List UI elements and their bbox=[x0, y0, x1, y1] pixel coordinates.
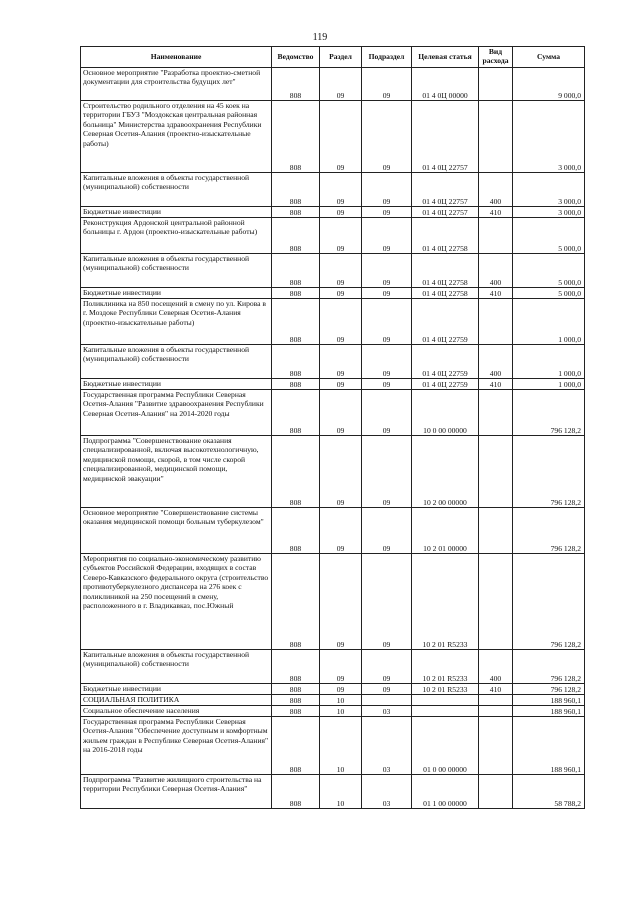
table-row bbox=[81, 288, 585, 299]
row-department: 808 bbox=[272, 554, 320, 650]
header-expense-type: Вид расхода bbox=[479, 47, 513, 68]
row-department: 808 bbox=[272, 218, 320, 254]
row-name: Бюджетные инвестиции bbox=[81, 207, 272, 218]
table-row bbox=[81, 345, 585, 379]
row-expense-type: 410 bbox=[479, 684, 513, 695]
row-subsection: 09 bbox=[362, 684, 412, 695]
row-target-article: 01 4 0Ц 00000 bbox=[412, 68, 479, 101]
row-section: 10 bbox=[320, 717, 362, 775]
table-row bbox=[81, 706, 585, 717]
row-expense-type bbox=[479, 436, 513, 508]
row-target-article: 01 1 00 00000 bbox=[412, 775, 479, 809]
row-subsection: 09 bbox=[362, 207, 412, 218]
row-expense-type bbox=[479, 68, 513, 101]
row-subsection: 03 bbox=[362, 706, 412, 717]
row-amount: 58 788,2 bbox=[513, 775, 585, 809]
row-target-article: 01 4 0Ц 22758 bbox=[412, 218, 479, 254]
row-name: Капитальные вложения в объекты государственной (муниципальной) собственности bbox=[81, 173, 272, 207]
row-subsection: 09 bbox=[362, 379, 412, 390]
row-section: 09 bbox=[320, 390, 362, 436]
row-expense-type: 400 bbox=[479, 254, 513, 288]
row-section: 09 bbox=[320, 101, 362, 173]
table-row bbox=[81, 379, 585, 390]
row-expense-type: 400 bbox=[479, 650, 513, 684]
row-amount: 5 000,0 bbox=[513, 288, 585, 299]
row-target-article: 01 4 0Ц 22759 bbox=[412, 379, 479, 390]
row-subsection: 09 bbox=[362, 554, 412, 650]
row-amount: 1 000,0 bbox=[513, 379, 585, 390]
row-amount: 796 128,2 bbox=[513, 554, 585, 650]
row-section: 09 bbox=[320, 436, 362, 508]
page-number: 119 bbox=[312, 32, 328, 43]
row-department: 808 bbox=[272, 173, 320, 207]
row-section: 10 bbox=[320, 706, 362, 717]
row-department: 808 bbox=[272, 650, 320, 684]
row-name: Подпрограмма "Совершенствование оказания специализированной, включая высокотехнологичную, медицинской помощи, скорой, в том числе скорой специализированной, медицинской помощи, медицинской эвакуации" bbox=[81, 436, 272, 508]
table-row bbox=[81, 695, 585, 706]
row-department: 808 bbox=[272, 101, 320, 173]
row-expense-type bbox=[479, 299, 513, 345]
row-subsection bbox=[362, 695, 412, 706]
row-expense-type bbox=[479, 717, 513, 775]
row-target-article: 01 4 0Ц 22759 bbox=[412, 345, 479, 379]
header-name: Наименование bbox=[81, 47, 272, 68]
row-subsection: 09 bbox=[362, 390, 412, 436]
row-section: 09 bbox=[320, 68, 362, 101]
row-subsection: 09 bbox=[362, 436, 412, 508]
row-subsection: 09 bbox=[362, 288, 412, 299]
row-target-article: 01 4 0Ц 22759 bbox=[412, 299, 479, 345]
row-name: Строительство родильного отделения на 45 коек на территории ГБУЗ "Моздокская центральная районная больница" Министерства здравоохранения Республики Северная Осетия-Алания (проектно-изыскательные работы) bbox=[81, 101, 272, 173]
row-subsection: 09 bbox=[362, 508, 412, 554]
header-subsection: Подраздел bbox=[362, 47, 412, 68]
row-department: 808 bbox=[272, 508, 320, 554]
row-target-article: 01 4 0Ц 22757 bbox=[412, 207, 479, 218]
row-section: 09 bbox=[320, 299, 362, 345]
row-name: Капитальные вложения в объекты государственной (муниципальной) собственности bbox=[81, 650, 272, 684]
row-subsection: 03 bbox=[362, 775, 412, 809]
row-subsection: 09 bbox=[362, 345, 412, 379]
table-row bbox=[81, 436, 585, 508]
table-row bbox=[81, 554, 585, 650]
row-section: 09 bbox=[320, 508, 362, 554]
row-subsection: 09 bbox=[362, 650, 412, 684]
row-amount: 188 960,1 bbox=[513, 706, 585, 717]
row-target-article: 10 2 01 00000 bbox=[412, 508, 479, 554]
row-expense-type bbox=[479, 775, 513, 809]
row-target-article bbox=[412, 706, 479, 717]
row-department: 808 bbox=[272, 436, 320, 508]
table-row bbox=[81, 508, 585, 554]
row-name: СОЦИАЛЬНАЯ ПОЛИТИКА bbox=[81, 695, 272, 706]
row-department: 808 bbox=[272, 254, 320, 288]
row-amount: 796 128,2 bbox=[513, 684, 585, 695]
row-expense-type bbox=[479, 554, 513, 650]
row-section: 09 bbox=[320, 254, 362, 288]
row-section: 09 bbox=[320, 288, 362, 299]
row-name: Государственная программа Республики Северная Осетия-Алания "Развитие здравоохранения Республики Северная Осетия-Алания" на 2014-2020 годы bbox=[81, 390, 272, 436]
row-department: 808 bbox=[272, 706, 320, 717]
row-amount: 796 128,2 bbox=[513, 508, 585, 554]
row-target-article: 10 2 00 00000 bbox=[412, 436, 479, 508]
row-target-article: 01 4 0Ц 22757 bbox=[412, 101, 479, 173]
table-row bbox=[81, 775, 585, 809]
row-department: 808 bbox=[272, 207, 320, 218]
row-name: Государственная программа Республики Северная Осетия-Алания "Обеспечение доступным и комфортным жильем граждан в Республике Северная Осетия-Алания" на 2016-2018 годы bbox=[81, 717, 272, 775]
row-name: Основное мероприятие "Совершенствование системы оказания медицинской помощи больным туберкулезом" bbox=[81, 508, 272, 554]
row-department: 808 bbox=[272, 717, 320, 775]
row-section: 09 bbox=[320, 173, 362, 207]
row-target-article bbox=[412, 695, 479, 706]
table-row bbox=[81, 299, 585, 345]
row-department: 808 bbox=[272, 695, 320, 706]
row-name: Капитальные вложения в объекты государственной (муниципальной) собственности bbox=[81, 345, 272, 379]
row-name: Бюджетные инвестиции bbox=[81, 288, 272, 299]
row-amount: 5 000,0 bbox=[513, 218, 585, 254]
row-amount: 188 960,1 bbox=[513, 717, 585, 775]
row-target-article: 10 0 00 00000 bbox=[412, 390, 479, 436]
row-subsection: 09 bbox=[362, 254, 412, 288]
table-row bbox=[81, 650, 585, 684]
row-subsection: 09 bbox=[362, 173, 412, 207]
row-target-article: 10 2 01 R5233 bbox=[412, 684, 479, 695]
row-amount: 1 000,0 bbox=[513, 345, 585, 379]
row-subsection: 09 bbox=[362, 218, 412, 254]
row-section: 10 bbox=[320, 695, 362, 706]
row-department: 808 bbox=[272, 299, 320, 345]
table-row bbox=[81, 684, 585, 695]
row-amount: 3 000,0 bbox=[513, 173, 585, 207]
table-row bbox=[81, 390, 585, 436]
row-expense-type: 410 bbox=[479, 379, 513, 390]
row-expense-type bbox=[479, 695, 513, 706]
row-section: 10 bbox=[320, 775, 362, 809]
row-subsection: 09 bbox=[362, 68, 412, 101]
row-target-article: 01 4 0Ц 22758 bbox=[412, 254, 479, 288]
row-amount: 188 960,1 bbox=[513, 695, 585, 706]
row-expense-type: 410 bbox=[479, 288, 513, 299]
row-department: 808 bbox=[272, 288, 320, 299]
row-name: Бюджетные инвестиции bbox=[81, 684, 272, 695]
table-row bbox=[81, 68, 585, 101]
table-row bbox=[81, 173, 585, 207]
row-amount: 1 000,0 bbox=[513, 299, 585, 345]
row-department: 808 bbox=[272, 345, 320, 379]
row-subsection: 03 bbox=[362, 717, 412, 775]
row-section: 09 bbox=[320, 379, 362, 390]
table-body bbox=[81, 68, 585, 809]
row-name: Социальное обеспечение населения bbox=[81, 706, 272, 717]
row-target-article: 01 4 0Ц 22758 bbox=[412, 288, 479, 299]
table-row bbox=[81, 254, 585, 288]
row-amount: 796 128,2 bbox=[513, 650, 585, 684]
row-target-article: 01 0 00 00000 bbox=[412, 717, 479, 775]
row-expense-type bbox=[479, 508, 513, 554]
table-row bbox=[81, 101, 585, 173]
header-target-article: Целевая статья bbox=[412, 47, 479, 68]
header-amount: Сумма bbox=[513, 47, 585, 68]
row-section: 09 bbox=[320, 684, 362, 695]
row-department: 808 bbox=[272, 68, 320, 101]
row-section: 09 bbox=[320, 554, 362, 650]
row-department: 808 bbox=[272, 390, 320, 436]
row-name: Капитальные вложения в объекты государственной (муниципальной) собственности bbox=[81, 254, 272, 288]
budget-table bbox=[80, 46, 585, 809]
row-subsection: 09 bbox=[362, 101, 412, 173]
row-department: 808 bbox=[272, 775, 320, 809]
row-expense-type bbox=[479, 218, 513, 254]
row-amount: 796 128,2 bbox=[513, 436, 585, 508]
header-department: Ведомство bbox=[272, 47, 320, 68]
row-name: Мероприятия по социально-экономическому развитию субъектов Российской Федерации, входящих в состав Северо-Кавказского федерального округа (строительство противотуберкулезного диспансера на 276 коек с поликлиникой на 250 посещений в смену, расположенного в г. Владикавказ, пос.Южный bbox=[81, 554, 272, 650]
table-header-row bbox=[81, 47, 585, 68]
row-expense-type: 400 bbox=[479, 173, 513, 207]
table-row bbox=[81, 207, 585, 218]
table-row bbox=[81, 218, 585, 254]
row-section: 09 bbox=[320, 207, 362, 218]
row-section: 09 bbox=[320, 345, 362, 379]
row-name: Основное мероприятие "Разработка проектно-сметной документации для строительства будущих лет" bbox=[81, 68, 272, 101]
row-name: Реконструкция Ардонской центральной районной больницы г. Ардон (проектно-изыскательные работы) bbox=[81, 218, 272, 254]
row-amount: 9 000,0 bbox=[513, 68, 585, 101]
row-department: 808 bbox=[272, 684, 320, 695]
row-department: 808 bbox=[272, 379, 320, 390]
row-amount: 5 000,0 bbox=[513, 254, 585, 288]
row-target-article: 01 4 0Ц 22757 bbox=[412, 173, 479, 207]
row-amount: 3 000,0 bbox=[513, 207, 585, 218]
row-amount: 3 000,0 bbox=[513, 101, 585, 173]
row-expense-type bbox=[479, 101, 513, 173]
row-target-article: 10 2 01 R5233 bbox=[412, 650, 479, 684]
table-row bbox=[81, 717, 585, 775]
row-name: Бюджетные инвестиции bbox=[81, 379, 272, 390]
row-section: 09 bbox=[320, 218, 362, 254]
row-amount: 796 128,2 bbox=[513, 390, 585, 436]
row-section: 09 bbox=[320, 650, 362, 684]
row-expense-type bbox=[479, 390, 513, 436]
row-target-article: 10 2 01 R5233 bbox=[412, 554, 479, 650]
row-expense-type: 410 bbox=[479, 207, 513, 218]
header-section: Раздел bbox=[320, 47, 362, 68]
row-expense-type bbox=[479, 706, 513, 717]
row-name: Поликлиника на 850 посещений в смену по ул. Кирова в г. Моздоке Республики Северная Осетия-Алания (проектно-изыскательные работы) bbox=[81, 299, 272, 345]
row-expense-type: 400 bbox=[479, 345, 513, 379]
row-subsection: 09 bbox=[362, 299, 412, 345]
row-name: Подпрограмма "Развитие жилищного строительства на территории Республики Северная Осетия-Алания" bbox=[81, 775, 272, 809]
